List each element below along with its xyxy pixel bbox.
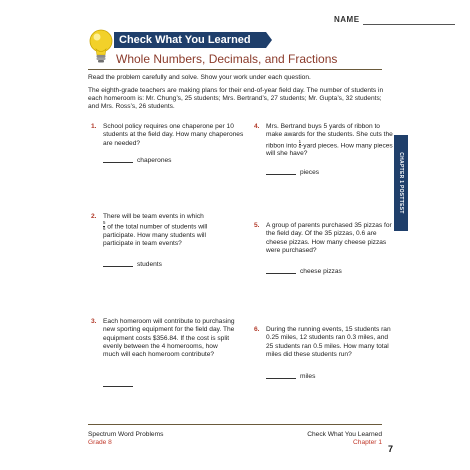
answer-3[interactable] [103, 381, 137, 388]
fraction-denominator: 6 [298, 144, 302, 150]
answer-blank[interactable] [266, 174, 296, 175]
problem-text [103, 213, 233, 249]
answer-4[interactable] [266, 169, 319, 176]
problem-text-part: -yard pieces. How many pieces will she have? [266, 142, 393, 158]
answer-blank[interactable] [266, 273, 296, 274]
answer-2[interactable] [103, 261, 162, 268]
problem-number: 1. [91, 123, 97, 130]
problem-number: 5. [254, 222, 260, 229]
page-title: Check What You Learned [114, 32, 266, 48]
fraction [103, 221, 105, 231]
problem-4 [254, 123, 394, 173]
footer-grade: Grade 8 [88, 439, 112, 446]
answer-blank[interactable] [103, 162, 133, 163]
fraction-denominator: 6 [103, 225, 106, 231]
footer-chapter: Chapter 1 [353, 439, 382, 446]
intro-paragraph: The eighth-grade teachers are making plans for their end-of-year field day. The number of students in each homeroom is: Mr. Chung’s, 25 students; Mrs. Bertrand’s, 27 students; Mr. Gupta’s, 32 students; and Mrs. Ross’s, 26 students. [88, 87, 384, 110]
lightbulb-icon [88, 28, 114, 64]
problem-2 [91, 213, 249, 263]
problem-text-part: Mrs. Bertrand buys 5 yards of ribbon to make awards for the students. She cuts the ribbon into [266, 123, 393, 150]
problem-5-text [266, 222, 394, 255]
answer-unit: students [137, 261, 162, 268]
problem-number: 3. [91, 318, 97, 325]
answer-blank[interactable] [103, 386, 133, 387]
footer-section: Check What You Learned [307, 431, 382, 438]
side-tab-label: CHAPTER 1 POSTTEST [398, 152, 404, 214]
answer-unit: miles [300, 373, 316, 380]
footer-book-title: Spectrum Word Problems [88, 431, 164, 438]
answer-blank[interactable] [103, 266, 133, 267]
answer-unit: pieces [300, 169, 320, 176]
problem-text: A group of parents purchased 35 pizzas for the field day. Of the 35 pizzas, 0.6 are cheese pizzas. How many cheese pizzas were purchased? [266, 222, 392, 254]
problem-1 [91, 123, 249, 173]
name-line[interactable] [363, 24, 455, 25]
fraction-numerator: 1 [298, 138, 302, 144]
instructions: Read the problem carefully and solve. Show your work under each question. [88, 74, 311, 81]
problem-text-part: There will be team events in which [103, 213, 204, 220]
problem-number: 4. [254, 123, 260, 130]
fraction-numerator: 5 [103, 220, 106, 226]
problem-text [266, 123, 394, 159]
answer-blank[interactable] [266, 378, 296, 379]
problem-number: 6. [254, 326, 260, 333]
problem-text: School policy requires one chaperone per 10 students at the field day. How many chaperones are needed? [103, 123, 244, 147]
problem-text: Each homeroom will contribute to purchasing new sporting equipment for the field day. The equipment costs $356.84. If the cost is split evenly between the 4 homerooms, how much will each homeroom contribute? [103, 318, 235, 359]
problem-text-part: of the total number of students will participate. How many students will participate in team events? [103, 223, 208, 248]
answer-6[interactable] [266, 373, 315, 380]
problem-6 [254, 326, 394, 376]
top-divider [88, 69, 382, 70]
problem-3 [91, 318, 249, 388]
problem-number: 2. [91, 213, 97, 220]
answer-unit: chaperones [137, 157, 172, 164]
answer-5[interactable] [266, 268, 342, 275]
section-subtitle: Whole Numbers, Decimals, and Fractions [116, 52, 338, 66]
chapter-side-tab [394, 135, 408, 231]
bottom-divider [88, 424, 382, 425]
answer-1[interactable] [103, 157, 171, 164]
answer-unit: cheese pizzas [300, 268, 342, 275]
problem-text: During the running events, 15 students ran 0.25 miles, 12 students ran 0.3 miles, and 25 students ran 0.5 miles. How many total miles did these students run? [266, 326, 391, 358]
name-label: NAME [334, 15, 360, 24]
page-number: 7 [388, 444, 394, 454]
